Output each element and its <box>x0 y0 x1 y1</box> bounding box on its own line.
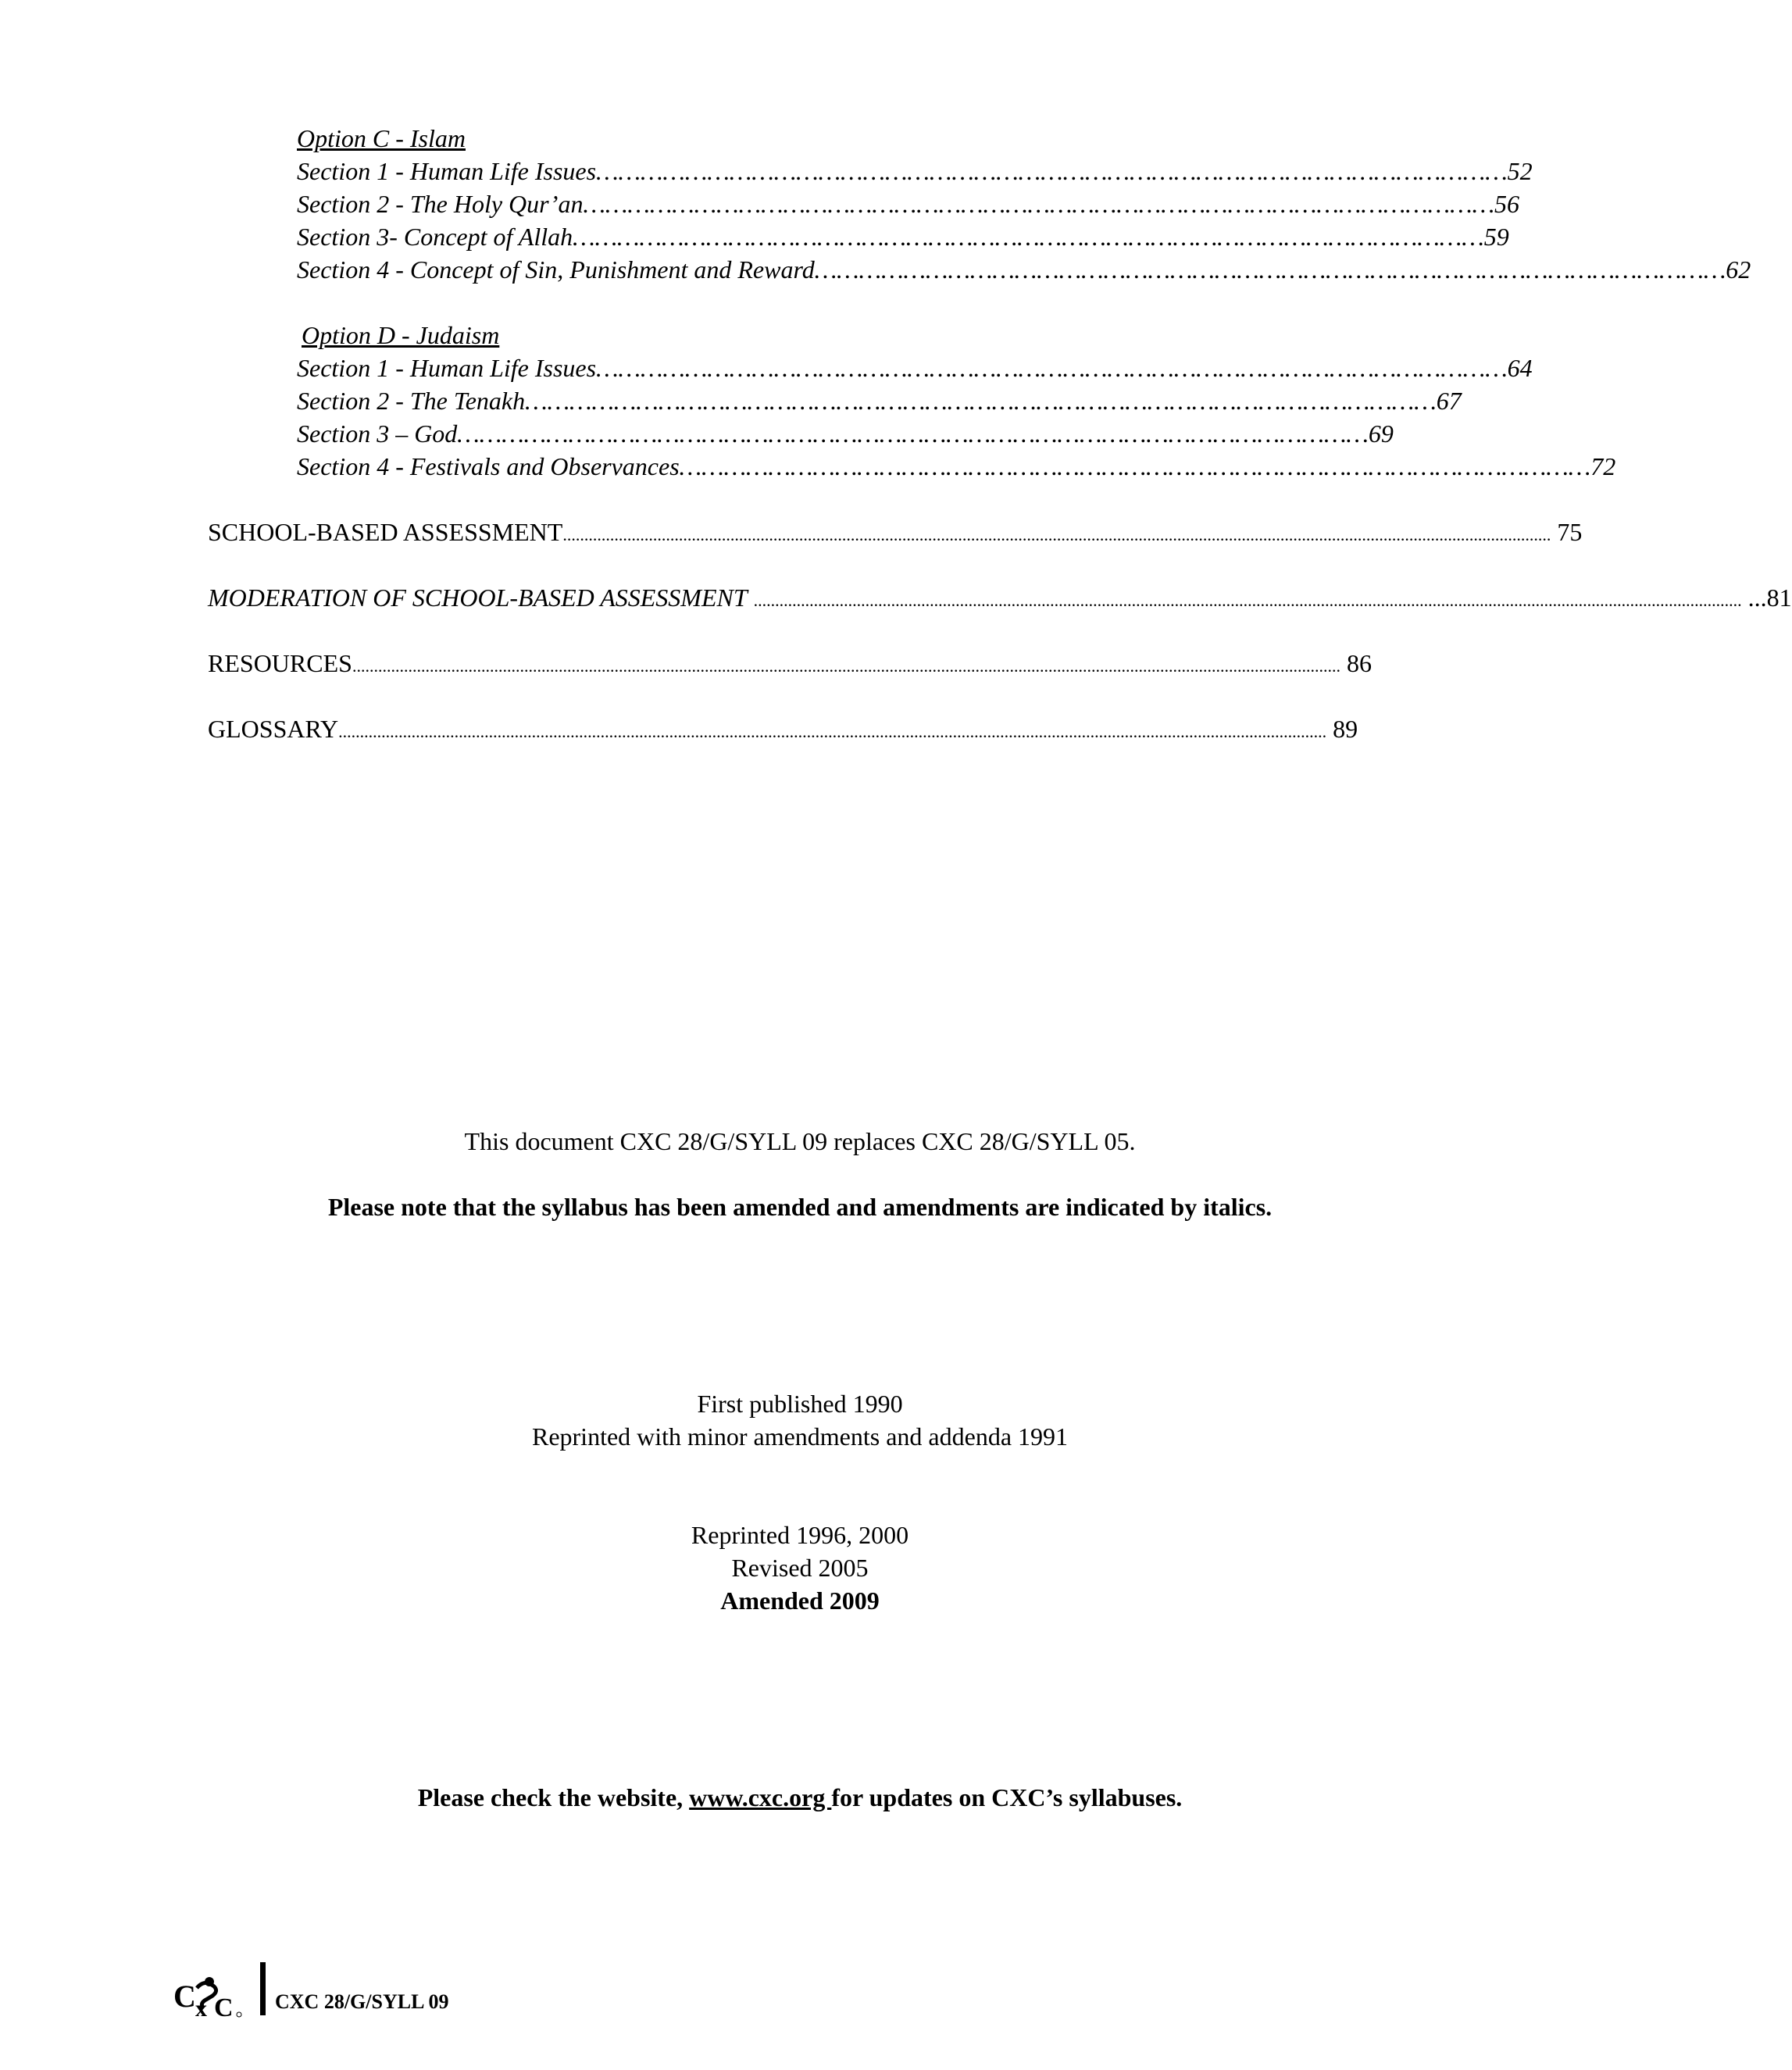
cxc-logo-c2: C <box>214 1993 234 2022</box>
toc-entry-title: SCHOOL-BASED ASSESSMENT <box>208 518 563 546</box>
toc-entry[interactable] <box>297 417 1394 450</box>
toc-entry-title: Section 1 - Human Life Issues <box>297 157 597 185</box>
dot-leader: …………………………………………………………………………………………………………… <box>573 223 1484 251</box>
toc-entry[interactable] <box>297 187 1520 220</box>
cxc-logo <box>173 1972 252 2022</box>
dot-leader: ...................................................................................................................................................................................................................................... <box>338 722 1327 741</box>
toc-entry[interactable] <box>297 253 1751 286</box>
dot-leader: …………………………………………………………………………………………………………… <box>583 190 1495 218</box>
toc-entry-page: 86 <box>1346 649 1372 677</box>
toc-entry-title: Section 2 - The Tenakh <box>297 387 526 415</box>
toc-entry[interactable] <box>297 450 1616 483</box>
cxc-logo-dot <box>205 1977 214 1986</box>
reprinted-years: Reprinted 1996, 2000 <box>691 1521 909 1549</box>
toc-entry-page: 56 <box>1494 190 1520 218</box>
website-link[interactable]: www.cxc.org <box>689 1783 832 1811</box>
toc-entry-title: Section 3 – God <box>297 419 458 448</box>
toc-entry-page: 52 <box>1507 157 1533 185</box>
option-d-heading: Option D - Judaism <box>302 321 500 349</box>
dot-leader: …………………………………………………………………………………………………………… <box>457 419 1369 448</box>
dot-leader: ...................................................................................................................................................................................................................................... <box>562 525 1551 544</box>
revised-year: Revised 2005 <box>731 1554 869 1582</box>
registered-mark <box>237 2012 241 2017</box>
toc-entry[interactable] <box>297 155 1533 187</box>
cxc-logo-x: x <box>195 1996 207 2022</box>
toc-entry-title: Section 2 - The Holy Qur’an <box>297 190 584 218</box>
toc-entry-glossary[interactable] <box>208 712 1358 748</box>
reprinted-minor: Reprinted with minor amendments and addenda 1991 <box>531 1422 1069 1451</box>
dot-leader: …………………………………………………………………………………………………………… <box>679 452 1591 480</box>
website-note-suffix: for updates on CXC’s syllabuses. <box>831 1783 1183 1811</box>
toc-entry-title: Section 4 - Festivals and Observances <box>297 452 680 480</box>
website-note <box>0 1781 1600 1814</box>
toc-entry-school-based-assessment[interactable] <box>208 516 1583 551</box>
dot-leader: …………………………………………………………………………………………………………… <box>525 387 1437 415</box>
amended-note: Please note that the syllabus has been amended and amendments are indicated by italics. <box>327 1193 1273 1221</box>
toc-entry-page: 64 <box>1507 354 1533 382</box>
dot-leader: …………………………………………………………………………………………………………… <box>814 255 1726 284</box>
toc-entry[interactable] <box>297 220 1509 253</box>
toc-entry-page: 72 <box>1590 452 1616 480</box>
toc-entry-page: 89 <box>1333 715 1358 743</box>
toc-entry-title: MODERATION OF SCHOOL-BASED ASSESSMENT <box>208 584 748 612</box>
replaces-note: This document CXC 28/G/SYLL 09 replaces CXC 28/G/SYLL 05. <box>464 1127 1136 1155</box>
footer-syllabus-code: CXC 28/G/SYLL 09 <box>275 1990 449 2013</box>
cxc-logo-c1: C <box>173 1979 196 2014</box>
toc-entry-page: 59 <box>1483 223 1509 251</box>
toc-entry-title: Section 3- Concept of Allah <box>297 223 573 251</box>
footer-divider <box>260 1962 266 2015</box>
dot-leader: …………………………………………………………………………………………………………… <box>596 157 1508 185</box>
amended-year: Amended 2009 <box>720 1586 880 1615</box>
toc-entry[interactable] <box>297 352 1533 384</box>
toc-entry-title: RESOURCES <box>208 649 352 677</box>
toc-entry-title: Section 1 - Human Life Issues <box>297 354 597 382</box>
dot-leader: ...................................................................................................................................................................................................................................... <box>753 591 1742 610</box>
toc-entry-page: 69 <box>1368 419 1394 448</box>
toc-entry-page: ...81 <box>1747 584 1792 612</box>
toc-entry-page: 62 <box>1726 255 1751 284</box>
toc-entry-title: Section 4 - Concept of Sin, Punishment and Reward <box>297 255 815 284</box>
dot-leader: ...................................................................................................................................................................................................................................... <box>352 656 1340 676</box>
option-c-heading: Option C - Islam <box>297 124 466 152</box>
website-note-prefix: Please check the website, <box>417 1783 690 1811</box>
toc-entry-page: 75 <box>1557 518 1583 546</box>
toc-entry-page: 67 <box>1436 387 1462 415</box>
toc-entry[interactable] <box>297 384 1462 417</box>
first-published: First published 1990 <box>697 1390 903 1418</box>
toc-entry-title: GLOSSARY <box>208 715 339 743</box>
toc-entry-moderation[interactable] <box>208 581 1792 617</box>
toc-entry-resources[interactable] <box>208 647 1372 683</box>
dot-leader: …………………………………………………………………………………………………………… <box>596 354 1508 382</box>
